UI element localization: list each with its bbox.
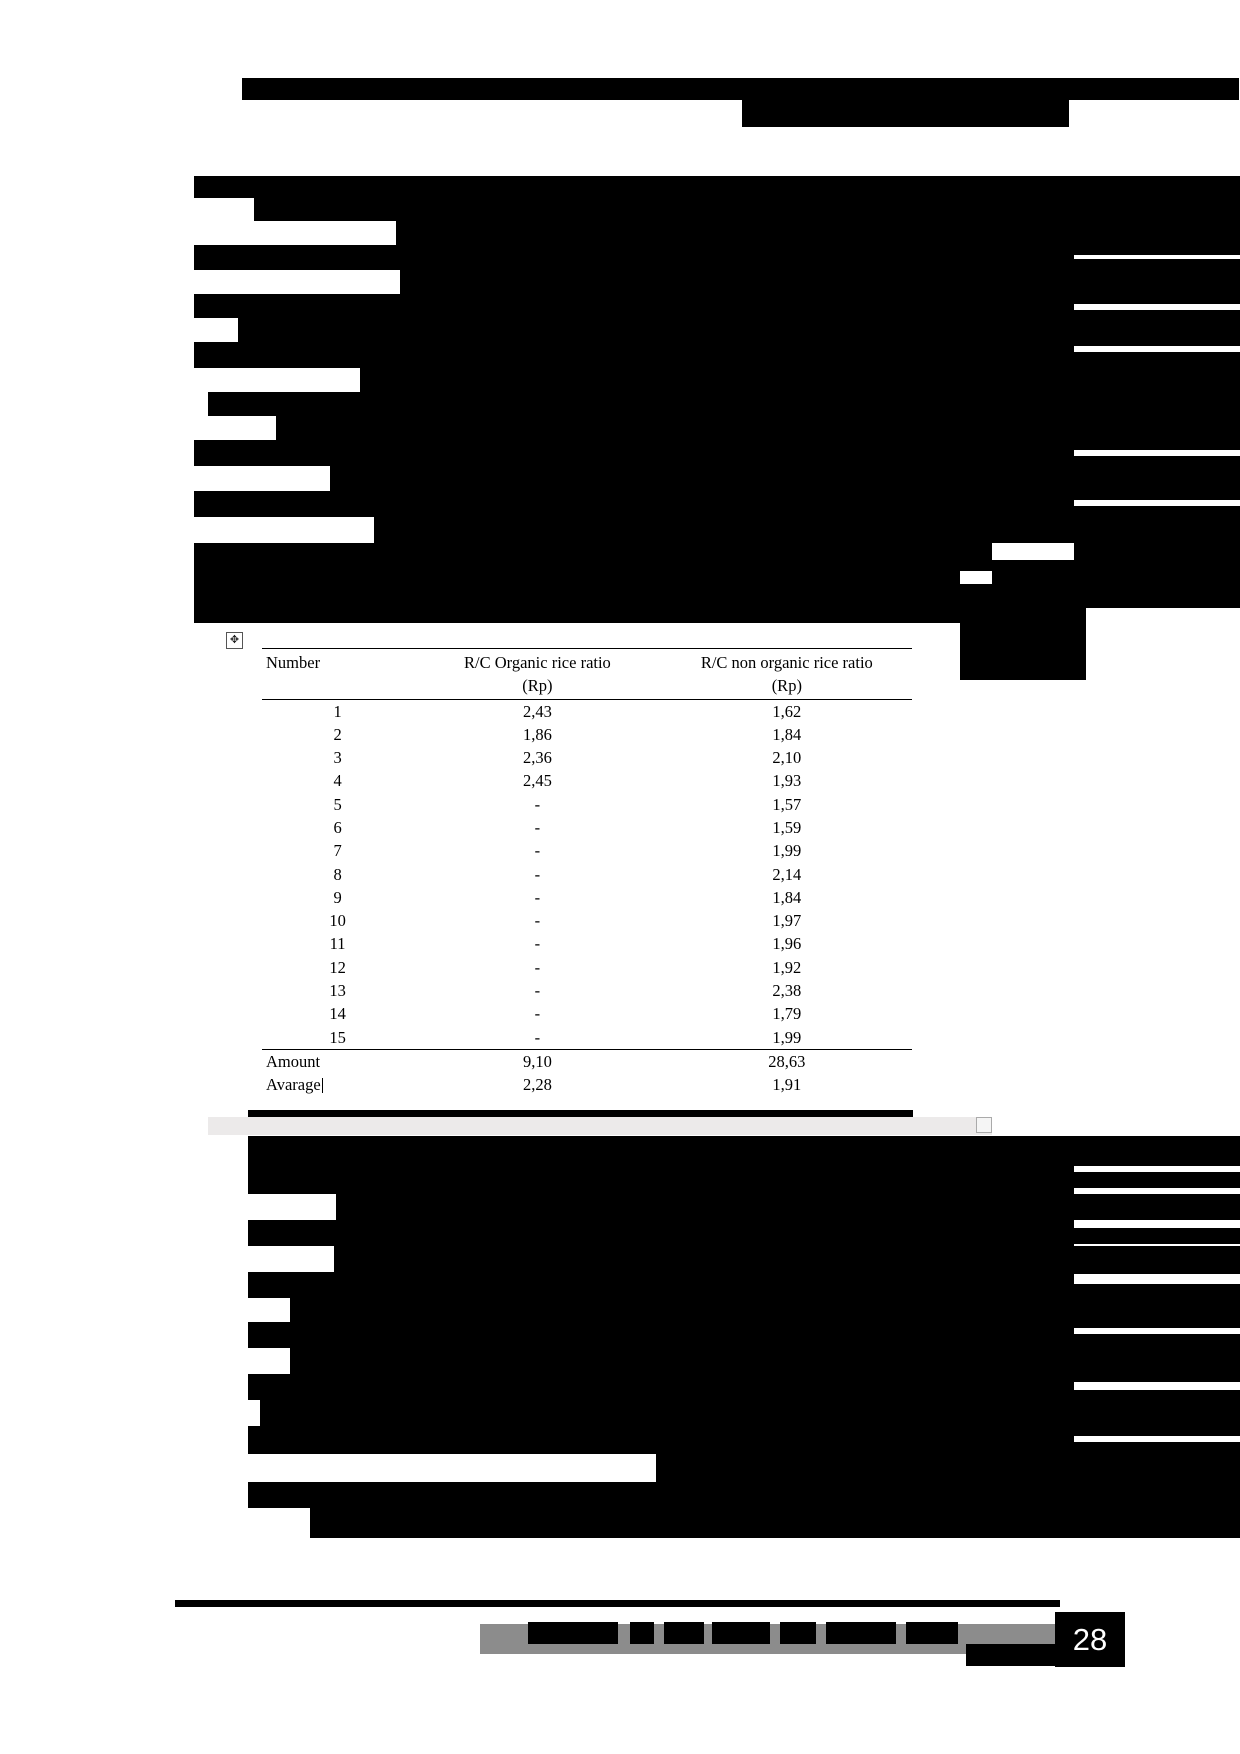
cell-summary-label: Amount: [266, 1051, 321, 1071]
table-row: [262, 909, 912, 932]
cell-non-organic: 1,59: [772, 817, 802, 837]
table-body: [262, 699, 912, 1096]
redacted-block: [194, 176, 1240, 198]
cell-summary-label: [262, 1073, 413, 1096]
redacted-block: [992, 560, 1240, 584]
cell-non-organic: 1,99: [772, 841, 802, 861]
cell-organic: 2,45: [522, 771, 552, 791]
text-cursor: [322, 1078, 323, 1093]
redacted-block: [742, 95, 1069, 127]
redacted-block: [1074, 1418, 1240, 1436]
redacted-block: [1074, 1228, 1240, 1244]
cell-organic: -: [534, 1004, 541, 1024]
redacted-block: [248, 1426, 1074, 1454]
redacted-block: [630, 1622, 654, 1644]
cell-organic: -: [534, 911, 541, 931]
column-header-organic-unit: (Rp): [413, 674, 661, 699]
cell-number: 4: [333, 771, 342, 791]
redacted-block: [194, 571, 960, 595]
cell-non-organic: 1,62: [772, 701, 802, 721]
cell-organic: 2,36: [522, 748, 552, 768]
redacted-block: [242, 78, 1239, 100]
redacted-block: [1074, 432, 1240, 450]
table-row: [262, 839, 912, 862]
cell-organic: -: [534, 864, 541, 884]
table-row: [262, 769, 912, 792]
redacted-block: [248, 1272, 1074, 1298]
cell-organic: -: [534, 887, 541, 907]
redacted-block: [1074, 1172, 1240, 1188]
redacted-block: [248, 1166, 1074, 1194]
redacted-block: [194, 595, 960, 623]
table-row: [262, 1026, 912, 1050]
cell-number: 14: [329, 1004, 346, 1024]
redacted-block: [194, 440, 1074, 466]
cell-organic: -: [534, 957, 541, 977]
redacted-block: [396, 221, 1240, 245]
table-row: [262, 956, 912, 979]
cell-non-organic: 1,84: [772, 887, 802, 907]
redacted-block: [194, 294, 1074, 318]
redacted-block: [1074, 290, 1240, 304]
redacted-block: [248, 1374, 1074, 1400]
redacted-block: [1074, 1204, 1240, 1220]
cell-organic: -: [534, 980, 541, 1000]
cell-summary-non-organic: 1,91: [772, 1075, 802, 1095]
cell-number: 5: [333, 794, 342, 814]
redacted-block: [1074, 330, 1240, 346]
cell-number: 9: [333, 887, 342, 907]
table-row: [262, 816, 912, 839]
table-row: [262, 746, 912, 769]
redacted-block: [906, 1622, 958, 1644]
redacted-block: [780, 1622, 816, 1644]
cell-non-organic: 2,38: [772, 980, 802, 1000]
cell-organic: 2,43: [522, 701, 552, 721]
redacted-block: [1074, 536, 1240, 560]
redacted-block: [194, 543, 992, 571]
redacted-block: [194, 245, 1074, 270]
cell-number: 8: [333, 864, 342, 884]
cell-summary-organic: 9,10: [522, 1051, 552, 1071]
cell-non-organic: 1,97: [772, 911, 802, 931]
table-summary-row-amount: [262, 1049, 912, 1073]
redacted-block: [1074, 352, 1240, 368]
column-header-non-organic-unit: (Rp): [662, 674, 912, 699]
redacted-block: [960, 608, 1086, 680]
cell-number: 12: [329, 957, 346, 977]
cell-number: 11: [329, 934, 346, 954]
table-row: [262, 886, 912, 909]
redacted-block: [960, 584, 1240, 608]
cell-non-organic: 1,99: [662, 1026, 912, 1050]
cell-non-organic: 1,92: [772, 957, 802, 977]
cell-summary-non-organic: 28,63: [768, 1051, 806, 1071]
cell-number: 10: [329, 911, 346, 931]
redacted-block: [194, 491, 1074, 517]
cell-non-organic: 2,10: [772, 748, 802, 768]
redacted-block: [310, 1508, 1240, 1538]
redacted-block: [528, 1622, 618, 1644]
cell-organic: 1,86: [522, 724, 552, 744]
cell-organic: -: [413, 1026, 661, 1050]
redacted-block: [1074, 245, 1240, 255]
redacted-block: [254, 198, 1240, 221]
table-resize-handle[interactable]: [976, 1117, 992, 1133]
cell-number: 1: [333, 701, 342, 721]
table-row: [262, 723, 912, 746]
cell-organic: -: [534, 934, 541, 954]
redacted-block: [1074, 484, 1240, 500]
redacted-block: [1074, 1258, 1240, 1274]
page-number: 28: [1055, 1612, 1125, 1667]
table-header-row-2: [262, 674, 912, 699]
redacted-block: [664, 1622, 704, 1644]
cell-non-organic: 1,84: [772, 724, 802, 744]
redacted-block: [1074, 1366, 1240, 1382]
table-summary-row-average: [262, 1073, 912, 1096]
cell-number: 7: [333, 841, 342, 861]
cell-non-organic: 1,79: [772, 1004, 802, 1024]
rc-ratio-table: [262, 648, 912, 1096]
table-resize-strip[interactable]: [208, 1117, 992, 1135]
column-header-number-unit: [262, 674, 413, 699]
cell-summary-organic: 2,28: [522, 1075, 552, 1095]
cell-number: 3: [333, 748, 342, 768]
table-row: [262, 932, 912, 955]
redacted-block: [1074, 1312, 1240, 1328]
footer-divider: [175, 1600, 1060, 1607]
cell-number: 2: [333, 724, 342, 744]
cell-non-organic: 1,57: [772, 794, 802, 814]
table-row: [262, 1002, 912, 1025]
cell-number: 13: [329, 980, 346, 1000]
redacted-block: [712, 1622, 770, 1644]
move-cross-icon[interactable]: ✥: [226, 632, 243, 649]
redacted-block: [1074, 1148, 1240, 1160]
column-header-organic: R/C Organic rice ratio: [413, 649, 661, 675]
cell-organic: -: [534, 794, 541, 814]
cell-non-organic: 2,14: [772, 864, 802, 884]
redacted-block: [656, 1454, 1240, 1482]
table-row: [262, 863, 912, 886]
cell-summary-label-text: Avarage: [266, 1075, 321, 1095]
redacted-block: [194, 342, 1074, 368]
table-header-row-1: [262, 649, 912, 675]
cell-non-organic: 1,93: [772, 771, 802, 791]
redacted-block: [248, 1220, 1074, 1246]
table-row: [262, 699, 912, 723]
column-header-number: Number: [262, 649, 413, 675]
table-row: [262, 979, 912, 1002]
cell-organic: -: [534, 817, 541, 837]
cell-non-organic: 1,96: [772, 934, 802, 954]
redacted-block: [248, 1322, 1074, 1348]
table-row: [262, 793, 912, 816]
cell-number: 6: [333, 817, 342, 837]
redacted-block: [826, 1622, 896, 1644]
redacted-block: [248, 1482, 1240, 1508]
cell-number: 15: [262, 1026, 413, 1050]
data-table-container[interactable]: [229, 634, 912, 1096]
column-header-non-organic: R/C non organic rice ratio: [662, 649, 912, 675]
redacted-block: [966, 1644, 1056, 1666]
cell-organic: -: [534, 841, 541, 861]
